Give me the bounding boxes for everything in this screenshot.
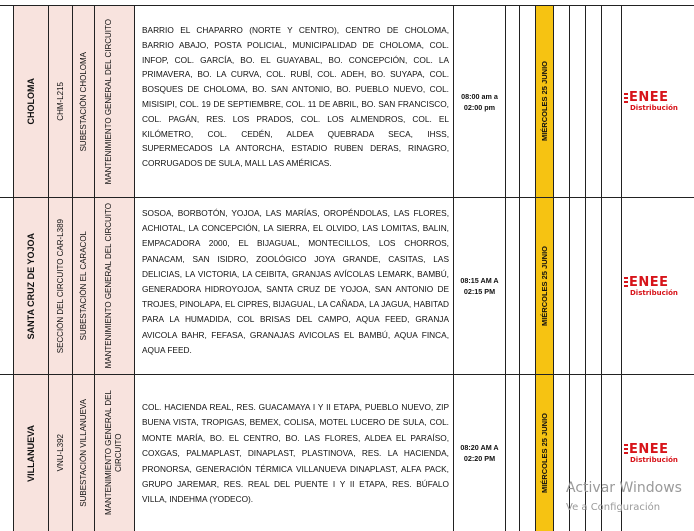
trabajo-description: MANTENIMIENTO GENERAL DEL CIRCUITO — [103, 390, 123, 516]
row-divider — [0, 374, 694, 375]
enee-logo-sub: Distribución — [630, 455, 678, 464]
enee-logo-name: ENEE — [629, 90, 669, 105]
localidades-cell: SOSOA, BORBOTÓN, YOJOA, LAS MARÍAS, OROPÉNDOLAS, LAS FLORES, ACHIOTAL, LA CONCEPCIÓN, LA SIERRA, EL OLVIDO, LAS LOMITAS, BALIN, EMPACADORA 2000, EL BIJAGUAL, MONTECILLOS, LOS CHORROS, PANACAM, SAN ISIDRO, ZOOLÓGICO JOYA GRANDE, CASITAS, LAS DELICIAS, LA VICTORIA, LA CEIBITA, GRANJAS AVÍCOLAS LEMARK, BAMBÚ, GENERADORA HIDROYOJOA, SANTA CRUZ DE YOJOA, SAN ANTONIO DE TROJES, PINOLAPA, EL CIPRES, BIJAGUAL, LA CAÑADA, LA JAGUA, HABITAD PARA LA HUMADIDA, COL BRISAS DEL CAMPO, AQUA FEED, GRANJA AVICOLA BAHR, FEFASA, GRANAJAS AVICOLAS EL BAMBÚ, AQUA FINCA, AQUA FEED. — [135, 198, 454, 374]
activation-watermark-subtitle: Ve a Configuración — [566, 502, 661, 513]
horario-cell — [454, 6, 506, 197]
enee-logo-sub: Distribución — [630, 104, 678, 112]
hora-fin: 02:20 PM — [463, 454, 496, 463]
hora-inicio: 08:20 AM A — [460, 443, 499, 452]
subestacion-name: SUBESTACIÓN VILLANUEVA — [78, 399, 88, 507]
subestacion-name: SUBESTACIÓN EL CARACOL — [78, 231, 88, 341]
hora-fin: 02:15 PM — [463, 287, 496, 296]
circuito-cell — [49, 198, 73, 374]
horario-cell — [454, 375, 506, 531]
dia-cell — [536, 375, 554, 531]
trabajo-cell — [95, 6, 135, 197]
enee-bars-icon — [624, 92, 628, 104]
hora-inicio: 08:00 am a — [461, 91, 498, 101]
enee-bars-icon — [624, 276, 628, 288]
row-divider — [0, 197, 694, 198]
localidades-cell: BARRIO EL CHAPARRO (NORTE Y CENTRO), CENTRO DE CHOLOMA, BARRIO ABAJO, POSTA POLICIAL, MUNICIPALIDAD DE CHOLOMA, COL. INFOP, COL. GARCÍA, BO. EL GUAYABAL, BO. CONCEPCIÓN, COL. LA PRIMAVERA, BO. LA CURVA, COL. RUBÍ, COL. ADEH, BO. SUYAPA, COL. BOSQUES DE CHOLOMA, BO. SAN ANTONIO, BO. PUEBLO NUEVO, COL. MISISIPI, COL. 19 DE SEPTIEMBRE, COL. 11 DE ABRIL, BO. SAN FRANCISCO, COL. PAGÁN, RES. LOS PRADOS, COL. LOS ALMENDROS, COL. EL KILÓMETRO, COL. CEDÉN, ALDEA QUEBRADA SECA, IHSS, SUPERMECADOS LA ANTORCHA, ESTADIO RUBEN DERAS, RINAGRO, CORRUGADOS DE SULA, MALL LAS AMÉRICAS. — [135, 6, 454, 197]
enee-logo-sub: Distribución — [630, 288, 678, 297]
circuito-cell — [49, 6, 73, 197]
circuito-code: CHM-L215 — [55, 82, 65, 121]
dia-label: MIÉRCOLES 25 JUNIO — [539, 412, 549, 494]
municipio-cell — [14, 6, 49, 197]
outage-row-choloma — [0, 6, 694, 197]
trabajo-cell — [95, 375, 135, 531]
circuito-code: VNU-L392 — [55, 434, 65, 472]
trabajo-description: MANTENIMIENTO GENERAL DEL CIRCUITO — [103, 203, 113, 369]
enee-bars-icon — [624, 443, 628, 455]
municipio-cell — [14, 198, 49, 374]
hora-fin: 02:00 pm — [463, 102, 496, 112]
subestacion-cell — [73, 198, 95, 374]
outage-row-santa-cruz — [0, 198, 694, 374]
municipio-name: CHOLOMA — [26, 78, 36, 125]
activation-watermark-title: Activar Windows — [566, 480, 682, 496]
trabajo-cell — [95, 198, 135, 374]
municipio-name: VILLANUEVA — [26, 424, 36, 482]
hora-inicio: 08:15 AM A — [460, 276, 499, 285]
municipio-name: SANTA CRUZ DE YOJOA — [26, 232, 36, 340]
subestacion-cell — [73, 375, 95, 531]
enee-logo-name: ENEE — [629, 441, 669, 457]
horario-cell — [454, 198, 506, 374]
dia-label: MIÉRCOLES 25 JUNIO — [539, 61, 549, 142]
municipio-cell — [14, 375, 49, 531]
row-divider — [0, 5, 694, 6]
localidades-cell: COL. HACIENDA REAL, RES. GUACAMAYA I Y II ETAPA, PUEBLO NUEVO, ZIP BUENA VISTA, TROPIGAS, BEMEX, COLISA, MOTEL LUCERO DE SULA, COL. MONTE MARÍA, BO. EL CENTRO, BO. LAS FLORES, ALDEA EL PARAÍSO, COXGAS, PALMAPLAST, DINAPLAST, PLASTINOVA, RES. LA HACIENDA, PRONORSA, GENERACIÓN TÉRMICA VILLANUEVA DINAPLAST, ALFA PACK, GRUPO JAREMAR, RES. REAL DEL PUENTE I Y II ETAPA, RES. BÚFALO VILLA, INDEHMA (YODECO). — [135, 375, 454, 531]
subestacion-name: SUBESTACIÓN CHOLOMA — [78, 51, 88, 152]
circuito-code: SECCIÓN DEL CIRCUITO CAR-L389 — [55, 218, 65, 354]
trabajo-description: MANTENIMIENTO GENERAL DEL CIRCUITO — [103, 18, 113, 185]
circuito-cell — [49, 375, 73, 531]
enee-logo — [622, 6, 694, 197]
dia-cell — [536, 198, 554, 374]
subestacion-cell — [73, 6, 95, 197]
dia-cell — [536, 6, 554, 197]
dia-label: MIÉRCOLES 25 JUNIO — [539, 245, 549, 327]
enee-logo — [622, 198, 694, 374]
enee-logo-name: ENEE — [629, 274, 669, 290]
